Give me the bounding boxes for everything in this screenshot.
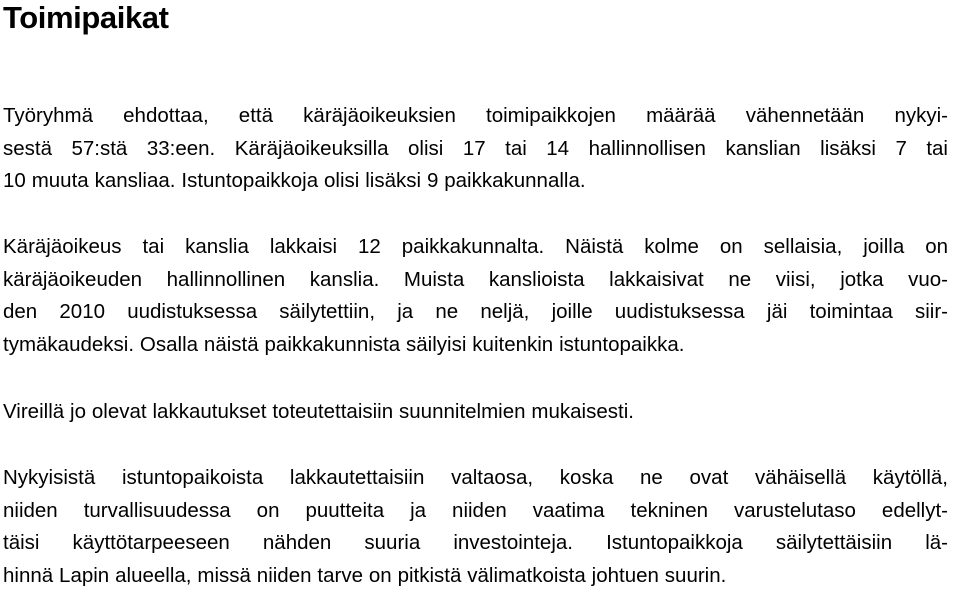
paragraph-line: hinnä Lapin alueella, missä niiden tarve on pitkistä välimatkoista johtuen suurin. [3, 563, 727, 587]
paragraph-line: Vireillä jo olevat lakkautukset toteutettaisiin suunnitelmien mukaisesti. [3, 400, 634, 423]
paragraph-line: Nykyisistä istuntopaikoista lakkautettaisiin valtaosa, koska ne ovat vähäisellä käytöllä, [3, 466, 948, 489]
paragraph-line: niiden turvallisuudessa on puutteita ja niiden vaatima tekninen varustelutaso edellyt- [3, 498, 948, 522]
paragraph-line: täisi käyttötarpeeseen nähden suuria investointeja. Istuntopaikkoja säilytettäisiin lä- [3, 531, 948, 555]
paragraph-line: Työryhmä ehdottaa, että käräjäoikeuksien toimipaikkojen määrää vähennetään nykyi- [3, 104, 948, 127]
paragraph-line: käräjäoikeuden hallinnollinen kanslia. Muista kanslioista lakkaisivat ne viisi, jotka vuo- [3, 267, 948, 291]
paragraph-line: Käräjäoikeus tai kanslia lakkaisi 12 paikkakunnalta. Näistä kolme on sellaisia, joilla on [3, 235, 948, 258]
paragraph-2 [3, 231, 948, 361]
paragraph-line: sestä 57:stä 33:een. Käräjäoikeuksilla olisi 17 tai 14 hallinnollisen kanslian lisäksi 7 tai [3, 136, 948, 160]
paragraph-line: 10 muuta kansliaa. Istuntopaikkoja olisi lisäksi 9 paikkakunnalla. [3, 169, 586, 193]
paragraph-1 [3, 100, 948, 198]
paragraph-line: tymäkaudeksi. Osalla näistä paikkakunnista säilyisi kuitenkin istuntopaikka. [3, 332, 685, 356]
paragraph-4 [3, 462, 948, 592]
paragraph-line: den 2010 uudistuksessa säilytettiin, ja ne neljä, joille uudistuksessa jäi toimintaa siir- [3, 300, 948, 324]
page-title: Toimipaikat [3, 0, 169, 35]
paragraph-3 [3, 396, 948, 429]
